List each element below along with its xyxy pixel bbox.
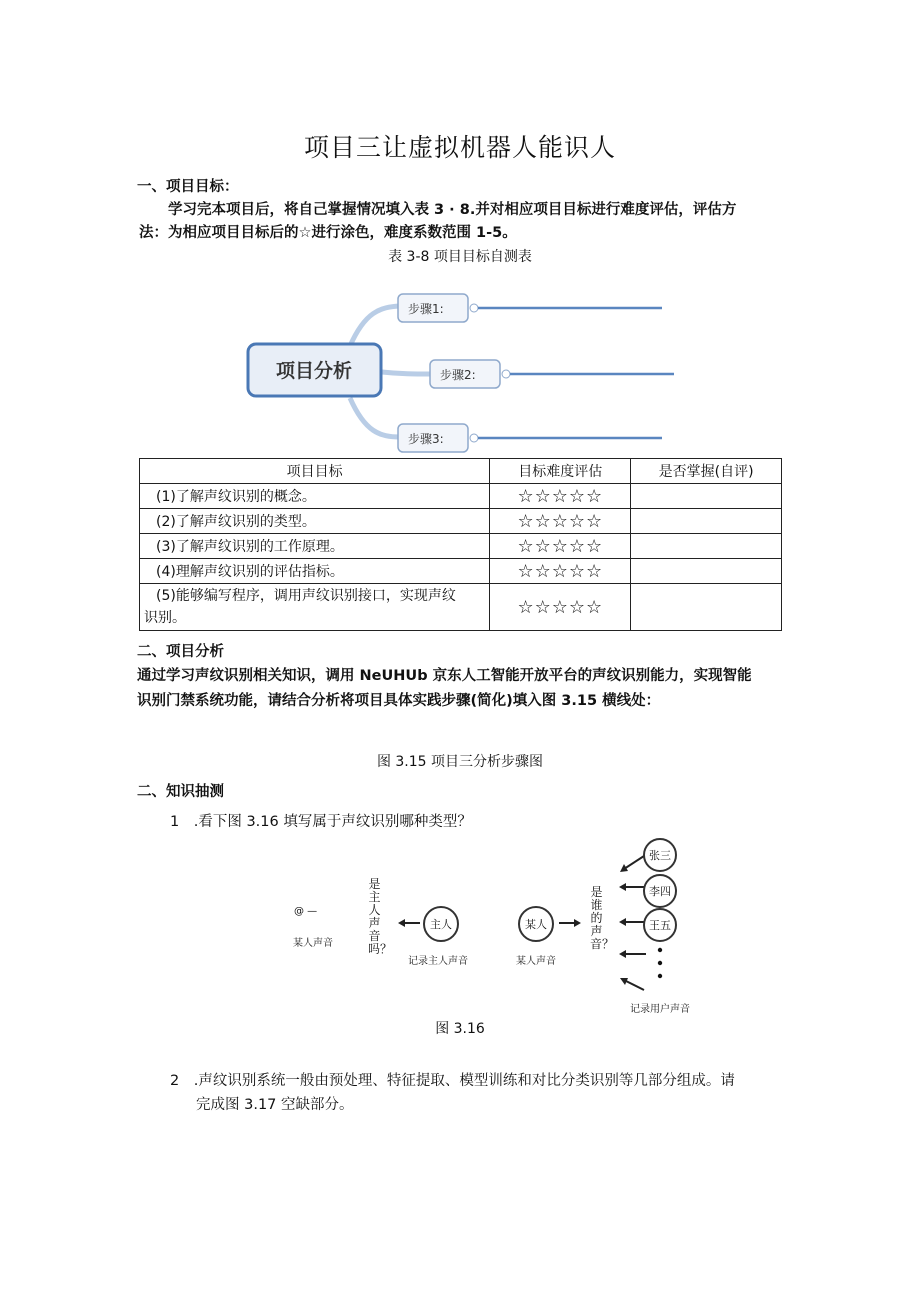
mindmap-branch-1: [350, 306, 400, 346]
table-row: [140, 534, 782, 559]
arrow-right-icon: [559, 918, 581, 928]
difficulty-stars[interactable]: ☆☆☆☆☆: [490, 559, 631, 584]
owner-label: 记录主人声音: [408, 956, 468, 967]
mindmap-step2-label: 步骤2:: [440, 368, 476, 382]
arrow-icon: [624, 980, 644, 990]
table-row: [140, 584, 782, 631]
someone-label: 某人声音: [516, 956, 556, 967]
mindmap-step3-dot: [470, 434, 478, 442]
table-caption: 表 3-8 项目目标自测表: [388, 249, 532, 265]
mindmap-branch-3: [350, 398, 400, 437]
difficulty-stars[interactable]: ☆☆☆☆☆: [490, 484, 631, 509]
arrow-head: [619, 950, 626, 958]
goal-item: (4)理解声纹识别的评估指标。: [140, 559, 490, 584]
arrow-icon: [624, 856, 644, 869]
goal-item: [140, 584, 490, 631]
question-who: 是谁的声音？: [590, 885, 615, 951]
question-2-line1: 2 .声纹识别系统一般由预处理、特征提取、模型训练和对比分类识别等几部分组成。请: [170, 1073, 735, 1089]
section1-para-line1: 学习完本项目后，将自己掌握情况填入表 3 · 8.并对相应项目目标进行难度评估，评估方: [168, 202, 737, 218]
user-circle: 王五: [643, 908, 677, 942]
page-title: 项目三让虚拟机器人能识人: [303, 133, 616, 162]
mindmap-step1-dot: [470, 304, 478, 312]
owner-circle: 主人: [423, 906, 459, 942]
arrow-head: [619, 883, 626, 891]
users-label: 记录用户声音: [630, 1004, 690, 1015]
difficulty-stars[interactable]: ☆☆☆☆☆: [490, 584, 631, 631]
goals-table: [139, 458, 782, 631]
self-assessment-cell[interactable]: [631, 534, 782, 559]
left-symbol: @ —: [294, 906, 318, 917]
figure315-caption: 图 3.15 项目三分析步骤图: [376, 754, 544, 770]
ellipsis-icon: [656, 946, 664, 980]
user-circle: 李四: [643, 874, 677, 908]
self-assessment-cell[interactable]: [631, 584, 782, 631]
table-row: [140, 559, 782, 584]
table-row: [140, 484, 782, 509]
goal-item: (2)了解声纹识别的类型。: [140, 509, 490, 534]
section2-para-line1: 通过学习声纹识别相关知识，调用 NeUHUb 京东人工智能开放平台的声纹识别能力，实现智能: [137, 668, 752, 684]
table-header-row: [140, 459, 782, 484]
table-row: [140, 509, 782, 534]
goal-item-line1: (5)能够编写程序，调用声纹识别接口，实现声纹: [156, 588, 456, 604]
self-assessment-cell[interactable]: [631, 559, 782, 584]
user-circle: 张三: [643, 838, 677, 872]
header-self-assessment: 是否掌握(自评): [631, 459, 782, 484]
someone-circle: 某人: [518, 906, 554, 942]
mindmap-step1-label: 步骤1:: [408, 302, 444, 316]
mindmap-branch-2: [382, 372, 432, 374]
question-1: 1 .看下图 3.16 填写属于声纹识别哪种类型？: [170, 814, 472, 830]
goal-item-line2: 识别。: [144, 610, 186, 626]
goal-item: (3)了解声纹识别的工作原理。: [140, 534, 490, 559]
figure-316: [280, 830, 720, 1015]
section2-para-line2: 识别门禁系统功能，请结合分析将项目具体实践步骤(简化)填入图 3.15 横线处：: [137, 693, 661, 709]
arrow-left-icon: [398, 918, 420, 928]
difficulty-stars[interactable]: ☆☆☆☆☆: [490, 509, 631, 534]
section2-heading: 二、项目分析: [137, 644, 224, 660]
mindmap-step2-dot: [502, 370, 510, 378]
goal-item: (1)了解声纹识别的概念。: [140, 484, 490, 509]
mindmap-diagram: [240, 282, 680, 457]
self-assessment-cell[interactable]: [631, 484, 782, 509]
left-voice-label: 某人声音: [293, 938, 333, 949]
arrow-head: [619, 918, 626, 926]
difficulty-stars[interactable]: ☆☆☆☆☆: [490, 534, 631, 559]
section1-para-line2: 法：为相应项目目标后的☆进行涂色，难度系数范围 1-5。: [139, 225, 517, 241]
section1-heading: 一、项目目标：: [137, 179, 239, 195]
figure316-caption: 图 3.16: [435, 1021, 485, 1037]
mindmap-center-label: 项目分析: [275, 360, 353, 382]
question-owner: 是主人声音吗？: [368, 877, 393, 956]
section3-heading: 二、知识抽测: [137, 784, 224, 800]
header-goal: 项目目标: [140, 459, 490, 484]
self-assessment-cell[interactable]: [631, 509, 782, 534]
question-2-line2: 完成图 3.17 空缺部分。: [196, 1097, 354, 1113]
header-difficulty: 目标难度评估: [490, 459, 631, 484]
mindmap-step3-label: 步骤3:: [408, 432, 444, 446]
